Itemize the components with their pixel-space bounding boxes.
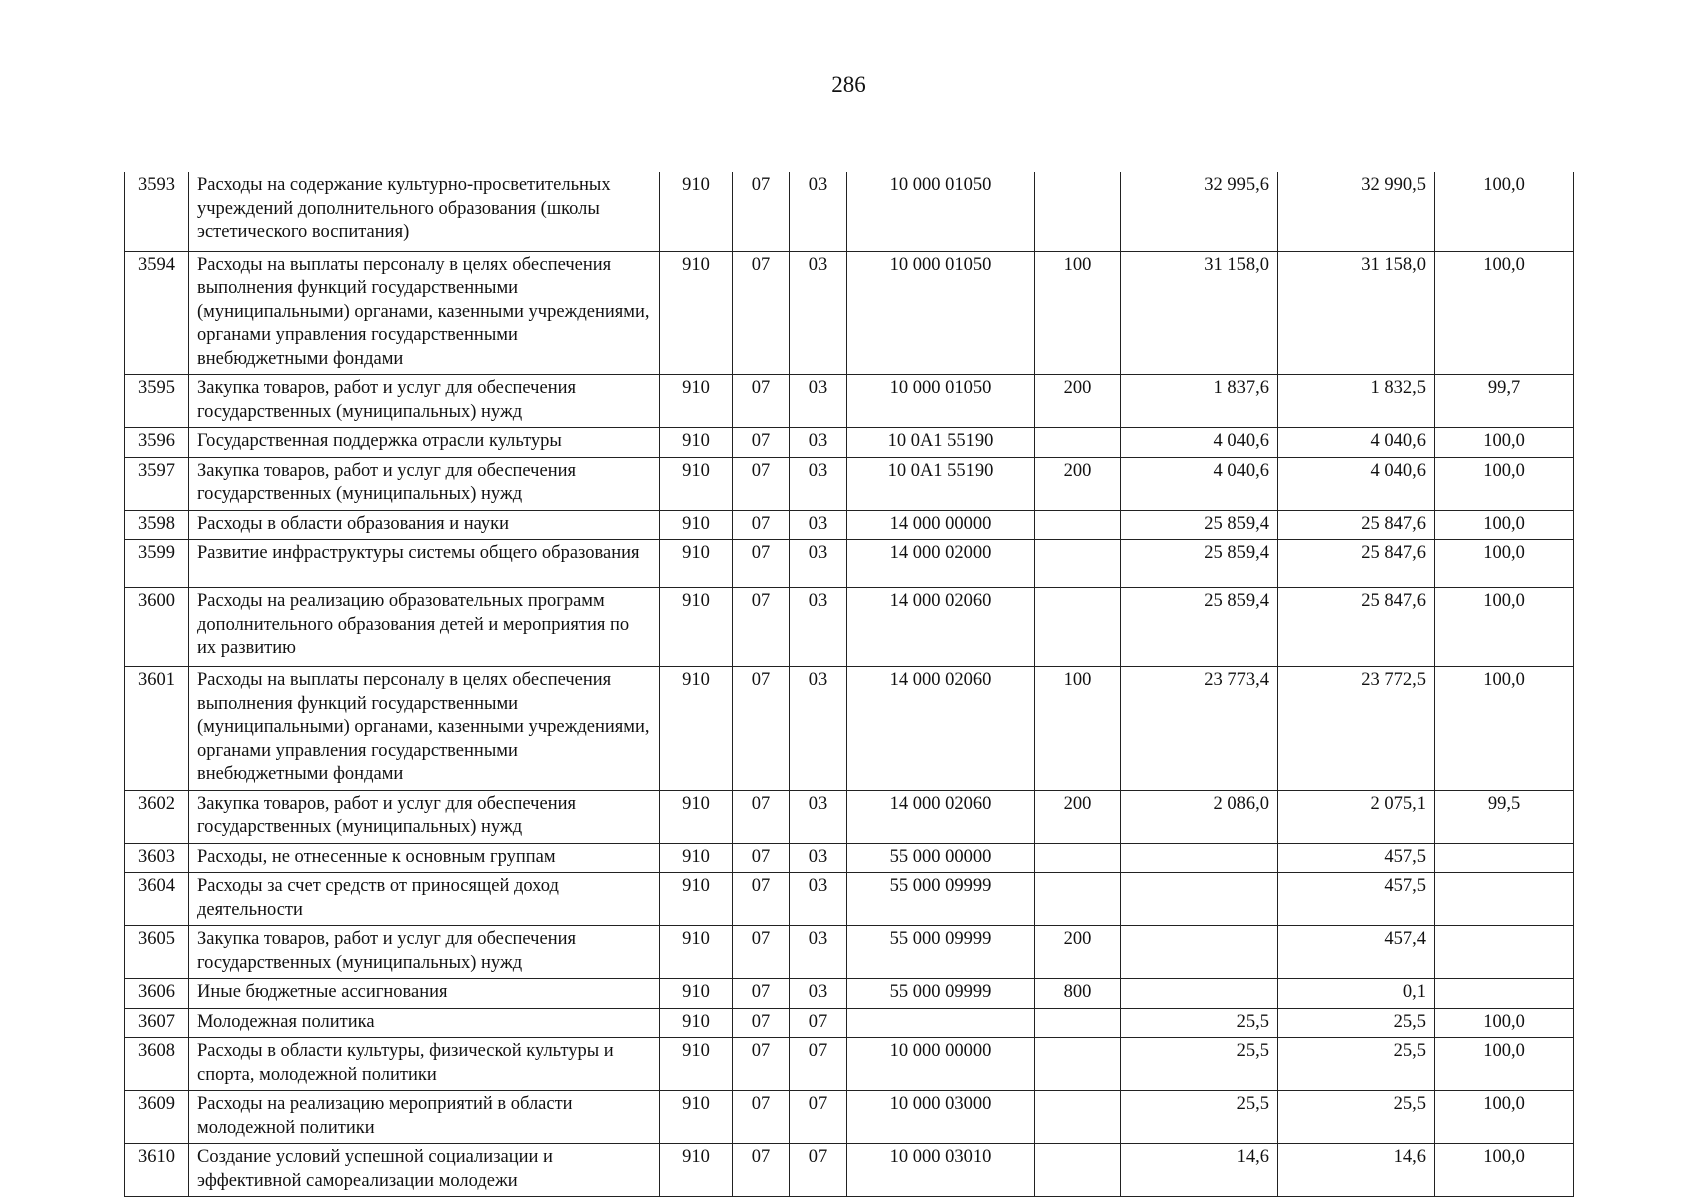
table-body — [125, 172, 1574, 1197]
actual-amount-cell: 25,5 — [1278, 1091, 1435, 1144]
ministry-code-cell: 910 — [660, 1144, 733, 1197]
subsection-code-cell: 03 — [790, 510, 847, 540]
ministry-code-cell: 910 — [660, 457, 733, 510]
planned-amount-cell: 25,5 — [1121, 1008, 1278, 1038]
expense-type-cell — [1035, 843, 1121, 873]
section-code-cell: 07 — [733, 843, 790, 873]
subsection-code-cell: 03 — [790, 540, 847, 588]
ministry-code-cell: 910 — [660, 843, 733, 873]
subsection-code-cell: 07 — [790, 1144, 847, 1197]
expense-type-cell — [1035, 428, 1121, 458]
actual-amount-cell: 2 075,1 — [1278, 790, 1435, 843]
subsection-code-cell: 03 — [790, 926, 847, 979]
actual-amount-cell: 0,1 — [1278, 979, 1435, 1009]
description-cell: Расходы в области культуры, физической культуры и спорта, молодежной политики — [189, 1038, 660, 1091]
percent-executed-cell: 100,0 — [1435, 667, 1574, 791]
row-number-cell: 3606 — [125, 979, 189, 1009]
planned-amount-cell: 25 859,4 — [1121, 540, 1278, 588]
row-number-cell: 3598 — [125, 510, 189, 540]
row-number-cell: 3599 — [125, 540, 189, 588]
subsection-code-cell: 07 — [790, 1008, 847, 1038]
planned-amount-cell: 4 040,6 — [1121, 457, 1278, 510]
actual-amount-cell: 457,4 — [1278, 926, 1435, 979]
ministry-code-cell: 910 — [660, 428, 733, 458]
percent-executed-cell: 100,0 — [1435, 1008, 1574, 1038]
actual-amount-cell: 457,5 — [1278, 843, 1435, 873]
target-article-cell: 55 000 00000 — [847, 843, 1035, 873]
subsection-code-cell: 03 — [790, 979, 847, 1009]
ministry-code-cell: 910 — [660, 251, 733, 375]
subsection-code-cell: 07 — [790, 1091, 847, 1144]
actual-amount-cell: 32 990,5 — [1278, 172, 1435, 251]
expense-type-cell — [1035, 172, 1121, 251]
description-cell: Закупка товаров, работ и услуг для обеспечения государственных (муниципальных) нужд — [189, 926, 660, 979]
row-number-cell: 3608 — [125, 1038, 189, 1091]
target-article-cell: 10 000 00000 — [847, 1038, 1035, 1091]
percent-executed-cell: 100,0 — [1435, 1091, 1574, 1144]
actual-amount-cell: 457,5 — [1278, 873, 1435, 926]
ministry-code-cell: 910 — [660, 588, 733, 667]
description-cell: Расходы, не отнесенные к основным группам — [189, 843, 660, 873]
percent-executed-cell: 100,0 — [1435, 540, 1574, 588]
expense-type-cell — [1035, 873, 1121, 926]
table-row — [125, 510, 1574, 540]
expense-type-cell — [1035, 510, 1121, 540]
planned-amount-cell: 23 773,4 — [1121, 667, 1278, 791]
budget-table — [124, 172, 1574, 1197]
section-code-cell: 07 — [733, 1038, 790, 1091]
table-row — [125, 588, 1574, 667]
subsection-code-cell: 03 — [790, 873, 847, 926]
section-code-cell: 07 — [733, 1091, 790, 1144]
subsection-code-cell: 03 — [790, 843, 847, 873]
table-row — [125, 926, 1574, 979]
section-code-cell: 07 — [733, 873, 790, 926]
section-code-cell: 07 — [733, 172, 790, 251]
table-row — [125, 1038, 1574, 1091]
percent-executed-cell: 100,0 — [1435, 1038, 1574, 1091]
expense-type-cell: 200 — [1035, 790, 1121, 843]
section-code-cell: 07 — [733, 1144, 790, 1197]
row-number-cell: 3607 — [125, 1008, 189, 1038]
description-cell: Закупка товаров, работ и услуг для обеспечения государственных (муниципальных) нужд — [189, 457, 660, 510]
section-code-cell: 07 — [733, 979, 790, 1009]
section-code-cell: 07 — [733, 1008, 790, 1038]
subsection-code-cell: 03 — [790, 457, 847, 510]
ministry-code-cell: 910 — [660, 790, 733, 843]
ministry-code-cell: 910 — [660, 873, 733, 926]
expense-type-cell — [1035, 1008, 1121, 1038]
table-row — [125, 1144, 1574, 1197]
description-cell: Расходы в области образования и науки — [189, 510, 660, 540]
row-number-cell: 3609 — [125, 1091, 189, 1144]
row-number-cell: 3605 — [125, 926, 189, 979]
percent-executed-cell — [1435, 873, 1574, 926]
table-row — [125, 979, 1574, 1009]
row-number-cell: 3602 — [125, 790, 189, 843]
actual-amount-cell: 25 847,6 — [1278, 510, 1435, 540]
ministry-code-cell: 910 — [660, 540, 733, 588]
expense-type-cell: 100 — [1035, 251, 1121, 375]
percent-executed-cell: 100,0 — [1435, 588, 1574, 667]
description-cell: Расходы на реализацию мероприятий в области молодежной политики — [189, 1091, 660, 1144]
actual-amount-cell: 4 040,6 — [1278, 457, 1435, 510]
description-cell: Создание условий успешной социализации и эффективной самореализации молодежи — [189, 1144, 660, 1197]
description-cell: Иные бюджетные ассигнования — [189, 979, 660, 1009]
section-code-cell: 07 — [733, 510, 790, 540]
subsection-code-cell: 03 — [790, 428, 847, 458]
description-cell: Расходы на содержание культурно-просветительных учреждений дополнительного образования (школы эстетического воспитания) — [189, 172, 660, 251]
planned-amount-cell — [1121, 979, 1278, 1009]
page-number: 286 — [831, 72, 866, 97]
section-code-cell: 07 — [733, 588, 790, 667]
percent-executed-cell: 100,0 — [1435, 428, 1574, 458]
description-cell: Расходы за счет средств от приносящей доход деятельности — [189, 873, 660, 926]
ministry-code-cell: 910 — [660, 375, 733, 428]
percent-executed-cell: 100,0 — [1435, 1144, 1574, 1197]
expense-type-cell: 200 — [1035, 375, 1121, 428]
planned-amount-cell: 4 040,6 — [1121, 428, 1278, 458]
description-cell: Расходы на выплаты персоналу в целях обеспечения выполнения функций государственными (муниципальными) органами, казенными учреждениями, органами управления государственными внебюджетными фондами — [189, 251, 660, 375]
subsection-code-cell: 03 — [790, 251, 847, 375]
description-cell: Закупка товаров, работ и услуг для обеспечения государственных (муниципальных) нужд — [189, 375, 660, 428]
expense-type-cell — [1035, 588, 1121, 667]
ministry-code-cell: 910 — [660, 1008, 733, 1038]
description-cell: Расходы на выплаты персоналу в целях обеспечения выполнения функций государственными (муниципальными) органами, казенными учреждениями, органами управления государственными внебюджетными фондами — [189, 667, 660, 791]
row-number-cell: 3596 — [125, 428, 189, 458]
ministry-code-cell: 910 — [660, 667, 733, 791]
planned-amount-cell: 25,5 — [1121, 1038, 1278, 1091]
table-row — [125, 172, 1574, 251]
section-code-cell: 07 — [733, 790, 790, 843]
subsection-code-cell: 07 — [790, 1038, 847, 1091]
expense-type-cell — [1035, 540, 1121, 588]
target-article-cell: 10 0A1 55190 — [847, 428, 1035, 458]
subsection-code-cell: 03 — [790, 667, 847, 791]
actual-amount-cell: 25,5 — [1278, 1038, 1435, 1091]
ministry-code-cell: 910 — [660, 1091, 733, 1144]
percent-executed-cell: 99,5 — [1435, 790, 1574, 843]
target-article-cell: 55 000 09999 — [847, 979, 1035, 1009]
actual-amount-cell: 25 847,6 — [1278, 540, 1435, 588]
percent-executed-cell: 100,0 — [1435, 457, 1574, 510]
ministry-code-cell: 910 — [660, 1038, 733, 1091]
expense-type-cell — [1035, 1144, 1121, 1197]
section-code-cell: 07 — [733, 926, 790, 979]
target-article-cell: 10 000 01050 — [847, 172, 1035, 251]
row-number-cell: 3597 — [125, 457, 189, 510]
percent-executed-cell: 100,0 — [1435, 251, 1574, 375]
table-row — [125, 843, 1574, 873]
section-code-cell: 07 — [733, 540, 790, 588]
target-article-cell: 14 000 00000 — [847, 510, 1035, 540]
planned-amount-cell: 14,6 — [1121, 1144, 1278, 1197]
table-row — [125, 1091, 1574, 1144]
planned-amount-cell: 25,5 — [1121, 1091, 1278, 1144]
percent-executed-cell — [1435, 843, 1574, 873]
planned-amount-cell: 31 158,0 — [1121, 251, 1278, 375]
row-number-cell: 3610 — [125, 1144, 189, 1197]
expense-type-cell — [1035, 1038, 1121, 1091]
subsection-code-cell: 03 — [790, 588, 847, 667]
ministry-code-cell: 910 — [660, 926, 733, 979]
target-article-cell: 10 000 03010 — [847, 1144, 1035, 1197]
row-number-cell: 3593 — [125, 172, 189, 251]
percent-executed-cell: 100,0 — [1435, 172, 1574, 251]
section-code-cell: 07 — [733, 375, 790, 428]
row-number-cell: 3594 — [125, 251, 189, 375]
target-article-cell: 10 000 01050 — [847, 375, 1035, 428]
ministry-code-cell: 910 — [660, 979, 733, 1009]
row-number-cell: 3603 — [125, 843, 189, 873]
subsection-code-cell: 03 — [790, 172, 847, 251]
row-number-cell: 3600 — [125, 588, 189, 667]
table-row — [125, 540, 1574, 588]
table-row — [125, 457, 1574, 510]
actual-amount-cell: 1 832,5 — [1278, 375, 1435, 428]
expense-type-cell: 800 — [1035, 979, 1121, 1009]
actual-amount-cell: 25 847,6 — [1278, 588, 1435, 667]
row-number-cell: 3601 — [125, 667, 189, 791]
actual-amount-cell: 31 158,0 — [1278, 251, 1435, 375]
planned-amount-cell: 1 837,6 — [1121, 375, 1278, 428]
percent-executed-cell: 99,7 — [1435, 375, 1574, 428]
ministry-code-cell: 910 — [660, 172, 733, 251]
target-article-cell: 10 0A1 55190 — [847, 457, 1035, 510]
table-row — [125, 251, 1574, 375]
description-cell: Молодежная политика — [189, 1008, 660, 1038]
planned-amount-cell: 2 086,0 — [1121, 790, 1278, 843]
planned-amount-cell — [1121, 873, 1278, 926]
target-article-cell: 14 000 02000 — [847, 540, 1035, 588]
target-article-cell: 10 000 01050 — [847, 251, 1035, 375]
row-number-cell: 3595 — [125, 375, 189, 428]
subsection-code-cell: 03 — [790, 790, 847, 843]
table-row — [125, 667, 1574, 791]
table-row — [125, 873, 1574, 926]
description-cell: Закупка товаров, работ и услуг для обеспечения государственных (муниципальных) нужд — [189, 790, 660, 843]
description-cell: Государственная поддержка отрасли культуры — [189, 428, 660, 458]
expense-type-cell: 100 — [1035, 667, 1121, 791]
section-code-cell: 07 — [733, 251, 790, 375]
subsection-code-cell: 03 — [790, 375, 847, 428]
expense-type-cell — [1035, 1091, 1121, 1144]
table-row — [125, 1008, 1574, 1038]
actual-amount-cell: 25,5 — [1278, 1008, 1435, 1038]
target-article-cell: 14 000 02060 — [847, 667, 1035, 791]
description-cell: Развитие инфраструктуры системы общего образования — [189, 540, 660, 588]
planned-amount-cell: 32 995,6 — [1121, 172, 1278, 251]
section-code-cell: 07 — [733, 457, 790, 510]
target-article-cell: 14 000 02060 — [847, 790, 1035, 843]
ministry-code-cell: 910 — [660, 510, 733, 540]
table-row — [125, 375, 1574, 428]
row-number-cell: 3604 — [125, 873, 189, 926]
percent-executed-cell — [1435, 979, 1574, 1009]
description-cell: Расходы на реализацию образовательных программ дополнительного образования детей и мероприятия по их развитию — [189, 588, 660, 667]
actual-amount-cell: 14,6 — [1278, 1144, 1435, 1197]
target-article-cell: 14 000 02060 — [847, 588, 1035, 667]
actual-amount-cell: 23 772,5 — [1278, 667, 1435, 791]
percent-executed-cell — [1435, 926, 1574, 979]
planned-amount-cell — [1121, 926, 1278, 979]
planned-amount-cell: 25 859,4 — [1121, 588, 1278, 667]
expense-type-cell: 200 — [1035, 926, 1121, 979]
planned-amount-cell: 25 859,4 — [1121, 510, 1278, 540]
target-article-cell: 10 000 03000 — [847, 1091, 1035, 1144]
section-code-cell: 07 — [733, 428, 790, 458]
target-article-cell: 55 000 09999 — [847, 926, 1035, 979]
table-row — [125, 790, 1574, 843]
section-code-cell: 07 — [733, 667, 790, 791]
expense-type-cell: 200 — [1035, 457, 1121, 510]
target-article-cell — [847, 1008, 1035, 1038]
table-row — [125, 428, 1574, 458]
actual-amount-cell: 4 040,6 — [1278, 428, 1435, 458]
planned-amount-cell — [1121, 843, 1278, 873]
target-article-cell: 55 000 09999 — [847, 873, 1035, 926]
percent-executed-cell: 100,0 — [1435, 510, 1574, 540]
